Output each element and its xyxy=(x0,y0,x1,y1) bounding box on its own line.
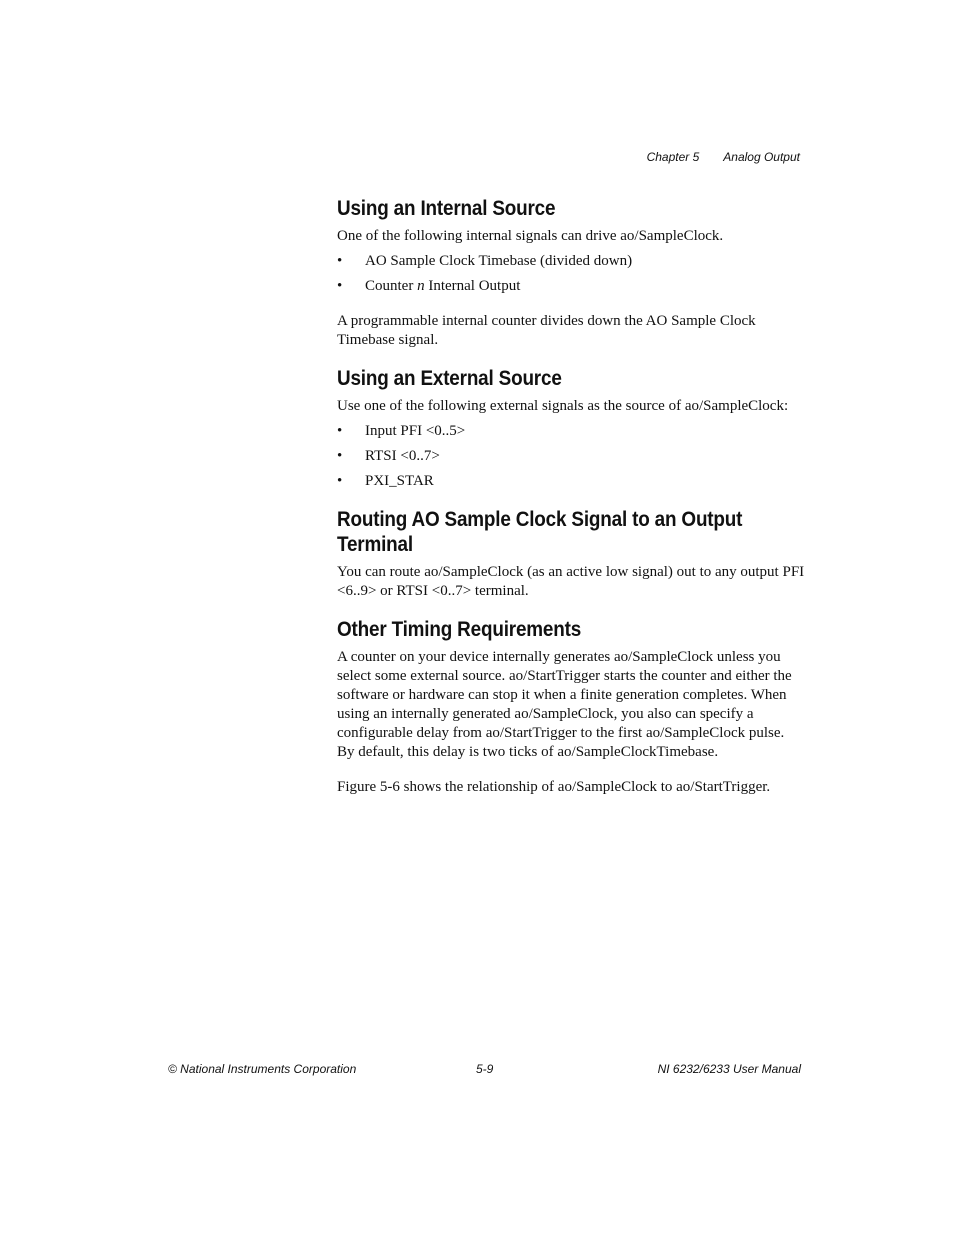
external-source-list xyxy=(337,422,805,491)
manual-title: NI 6232/6233 User Manual xyxy=(657,1062,801,1076)
external-source-intro: Use one of the following external signals as the source of ao/SampleClock: xyxy=(337,398,789,414)
list-item: • Counter n Internal Output xyxy=(337,278,521,294)
footer-copyright: © National Instruments Corporation xyxy=(168,1062,357,1076)
heading-other-timing: Other Timing Requirements xyxy=(337,618,582,641)
heading-internal-source: Using an Internal Source xyxy=(337,197,556,220)
page-content xyxy=(337,196,805,797)
figure-reference-text: Figure 5-6 shows the relationship of ao/SampleClock to ao/StartTrigger. xyxy=(337,779,771,795)
chapter-label: Chapter 5 xyxy=(646,150,700,164)
bullet-icon: • xyxy=(337,448,343,464)
section-label: Analog Output xyxy=(723,150,800,164)
bullet-icon: • xyxy=(337,253,343,269)
bullet-icon: • xyxy=(337,473,343,489)
bullet-icon: • xyxy=(337,278,343,294)
other-timing-text: A counter on your device internally generates ao/SampleClock unless you select some external source. ao/StartTrigger starts the counter and either the software or hardware can stop it when a finite generation completes. When using an internally generated ao/SampleClock, you also can specify a configurable delay from ao/StartTrigger to the first ao/SampleClock pulse. By default, this delay is two ticks of ao/SampleClockTimebase. xyxy=(337,649,792,760)
internal-source-intro: One of the following internal signals can drive ao/SampleClock. xyxy=(337,228,724,244)
heading-external-source: Using an External Source xyxy=(337,367,562,390)
routing-sample-clock-text: You can route ao/SampleClock (as an active low signal) out to any output PFI <6..9> or RTSI <0..7> terminal. xyxy=(337,564,805,599)
running-header xyxy=(647,150,800,164)
internal-source-note: A programmable internal counter divides down the AO Sample Clock Timebase signal. xyxy=(337,313,756,348)
page-number: 5-9 xyxy=(476,1062,494,1076)
bullet-icon: • xyxy=(337,423,343,439)
heading-routing-sample-clock: Routing AO Sample Clock Signal to an Output Terminal xyxy=(337,508,743,556)
list-item: • RTSI <0..7> xyxy=(337,448,440,464)
list-item: • AO Sample Clock Timebase (divided down) xyxy=(337,253,633,269)
internal-source-list xyxy=(337,252,805,296)
list-item: • Input PFI <0..5> xyxy=(337,423,466,439)
list-item: • PXI_STAR xyxy=(337,473,434,489)
